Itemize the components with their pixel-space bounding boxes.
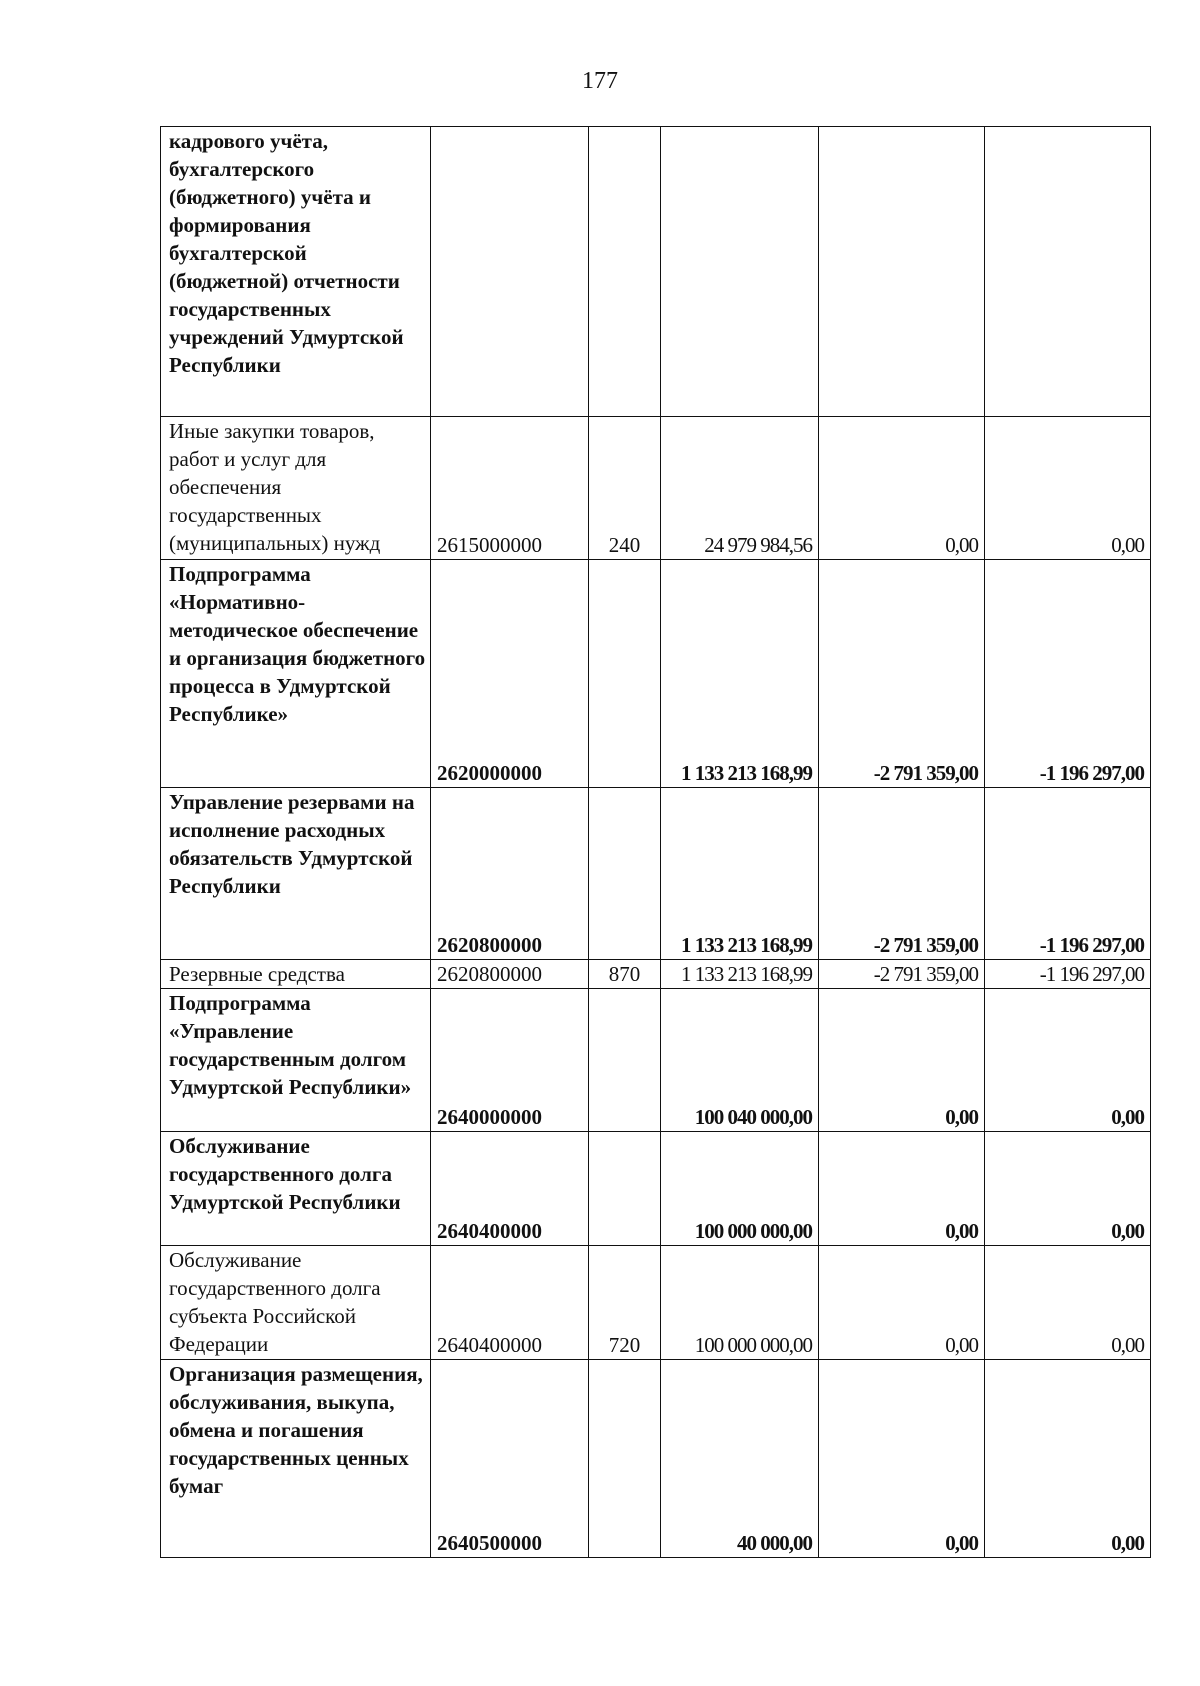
row-expense-type — [589, 127, 661, 417]
row-expense-type: 720 — [589, 1246, 661, 1360]
row-amount-2: -2 791 359,00 — [819, 960, 985, 989]
row-amount-2: 0,00 — [819, 989, 985, 1132]
row-amount-2: 0,00 — [819, 417, 985, 560]
table-row — [161, 960, 1151, 989]
row-amount-2: -2 791 359,00 — [819, 788, 985, 960]
row-amount-1: 40 000,00 — [661, 1360, 819, 1558]
table-row — [161, 989, 1151, 1132]
row-amount-1: 1 133 213 168,99 — [661, 788, 819, 960]
row-code: 2615000000 — [431, 417, 589, 560]
row-name: Управление резервами на исполнение расходных обязательств Удмуртской Республики — [161, 788, 431, 960]
row-amount-1: 1 133 213 168,99 — [661, 960, 819, 989]
row-name: Резервные средства — [161, 960, 431, 989]
page-number: 177 — [582, 68, 618, 94]
row-amount-2: 0,00 — [819, 1360, 985, 1558]
row-code: 2640400000 — [431, 1246, 589, 1360]
row-expense-type — [589, 788, 661, 960]
table-row — [161, 560, 1151, 788]
budget-table — [160, 126, 1151, 1558]
row-name: Подпрограмма «Нормативно-методическое обеспечение и организация бюджетного процесса в Удмуртской Республике» — [161, 560, 431, 788]
row-amount-2: 0,00 — [819, 1246, 985, 1360]
row-name: Иные закупки товаров, работ и услуг для обеспечения государственных (муниципальных) нужд — [161, 417, 431, 560]
table-row — [161, 1246, 1151, 1360]
row-code: 2620800000 — [431, 960, 589, 989]
row-amount-1: 100 000 000,00 — [661, 1246, 819, 1360]
row-code — [431, 127, 589, 417]
row-name: Обслуживание государственного долга Удмуртской Республики — [161, 1132, 431, 1246]
row-name: Обслуживание государственного долга субъекта Российской Федерации — [161, 1246, 431, 1360]
row-code: 2620000000 — [431, 560, 589, 788]
row-expense-type: 240 — [589, 417, 661, 560]
row-expense-type — [589, 560, 661, 788]
table-row — [161, 1132, 1151, 1246]
row-name: Подпрограмма «Управление государственным долгом Удмуртской Республики» — [161, 989, 431, 1132]
row-code: 2640000000 — [431, 989, 589, 1132]
row-amount-3: 0,00 — [985, 1132, 1151, 1246]
row-amount-1: 100 040 000,00 — [661, 989, 819, 1132]
row-amount-2: 0,00 — [819, 1132, 985, 1246]
row-expense-type — [589, 1360, 661, 1558]
row-code: 2640500000 — [431, 1360, 589, 1558]
row-amount-1 — [661, 127, 819, 417]
row-amount-2: -2 791 359,00 — [819, 560, 985, 788]
row-amount-3: 0,00 — [985, 989, 1151, 1132]
table-row — [161, 127, 1151, 417]
row-amount-3: 0,00 — [985, 1246, 1151, 1360]
row-name: кадрового учёта, бухгалтерского (бюджетного) учёта и формирования бухгалтерской (бюджетной) отчетности государственных учреждений Удмуртской Республики — [161, 127, 431, 417]
row-amount-3: 0,00 — [985, 1360, 1151, 1558]
row-amount-3: -1 196 297,00 — [985, 788, 1151, 960]
table-row — [161, 417, 1151, 560]
row-amount-3 — [985, 127, 1151, 417]
row-expense-type — [589, 1132, 661, 1246]
row-amount-3: -1 196 297,00 — [985, 960, 1151, 989]
row-amount-1: 100 000 000,00 — [661, 1132, 819, 1246]
row-expense-type: 870 — [589, 960, 661, 989]
table-row — [161, 788, 1151, 960]
row-amount-3: -1 196 297,00 — [985, 560, 1151, 788]
row-code: 2640400000 — [431, 1132, 589, 1246]
row-amount-2 — [819, 127, 985, 417]
table-row — [161, 1360, 1151, 1558]
row-expense-type — [589, 989, 661, 1132]
row-amount-1: 1 133 213 168,99 — [661, 560, 819, 788]
row-code: 2620800000 — [431, 788, 589, 960]
row-name: Организация размещения, обслуживания, выкупа, обмена и погашения государственных ценных бумаг — [161, 1360, 431, 1558]
row-amount-1: 24 979 984,56 — [661, 417, 819, 560]
row-amount-3: 0,00 — [985, 417, 1151, 560]
